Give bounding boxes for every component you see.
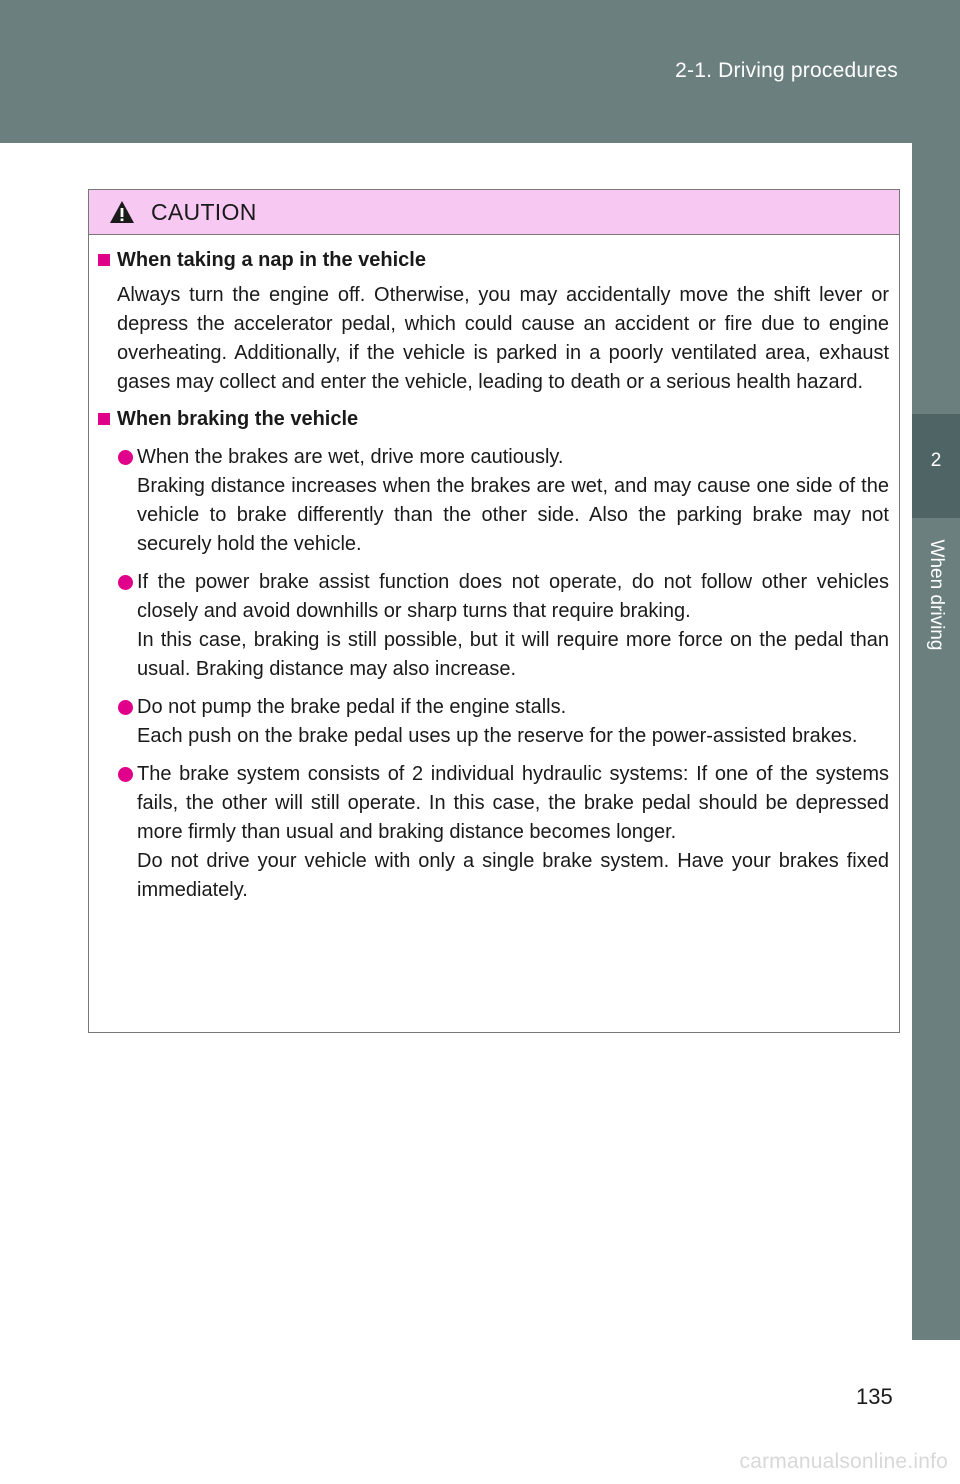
chapter-side-tab [912, 143, 960, 1340]
bullet-lead: If the power brake assist function does not operate, do not follow other vehicles closely and avoid downhills or sharp turns that require braking. [137, 571, 889, 622]
bullet-detail: Do not drive your vehicle with only a single brake system. Have your brakes fixed immediately. [137, 850, 889, 901]
warning-icon [109, 200, 135, 224]
section-title: 2-1. Driving procedures [675, 59, 898, 82]
section-heading [89, 405, 899, 434]
list-item [89, 568, 889, 684]
circle-bullet-icon [118, 767, 133, 782]
chapter-number: 2 [930, 450, 942, 471]
circle-bullet-icon [118, 700, 133, 715]
bullet-lead: The brake system consists of 2 individual hydraulic systems: If one of the systems fails, the other will still operate. In this case, the brake pedal should be depressed more firmly than usual and braking distance becomes longer. [137, 763, 889, 843]
heading-text: When taking a nap in the vehicle [117, 249, 426, 271]
list-item [89, 443, 889, 559]
square-bullet-icon [98, 254, 110, 266]
bullet-detail: In this case, braking is still possible, but it will require more force on the pedal than usual. Braking distance may also increase. [137, 629, 889, 680]
bullet-lead: Do not pump the brake pedal if the engine stalls. [137, 696, 567, 718]
bullet-detail: Each push on the brake pedal uses up the reserve for the power-assisted brakes. [137, 725, 858, 747]
page-header [0, 0, 960, 143]
page-number: 135 [856, 1384, 893, 1409]
caution-content [89, 246, 899, 905]
caution-title: CAUTION [151, 199, 257, 225]
square-bullet-icon [98, 413, 110, 425]
list-item [89, 693, 889, 751]
watermark: carmanualsonline.info [739, 1450, 948, 1473]
bullet-detail: Braking distance increases when the brakes are wet, and may cause one side of the vehicle to brake differently than the other side. Also the parking brake may not securely hold the vehicle. [137, 475, 889, 555]
section-heading [89, 246, 899, 275]
caution-box [88, 189, 900, 1033]
section-body: Always turn the engine off. Otherwise, you may accidentally move the shift lever or depress the accelerator pedal, which could cause an accident or fire due to engine overheating. Additionally, if the vehicle is parked in a poorly ventilated area, exhaust gases may collect and enter the vehicle, leading to death or a serious health hazard. [117, 284, 889, 393]
list-item [89, 760, 889, 905]
caution-header [89, 190, 899, 235]
circle-bullet-icon [118, 575, 133, 590]
bullet-lead: When the brakes are wet, drive more cautiously. [137, 446, 564, 468]
chapter-label: When driving [926, 539, 947, 651]
circle-bullet-icon [118, 450, 133, 465]
heading-text: When braking the vehicle [117, 408, 359, 430]
